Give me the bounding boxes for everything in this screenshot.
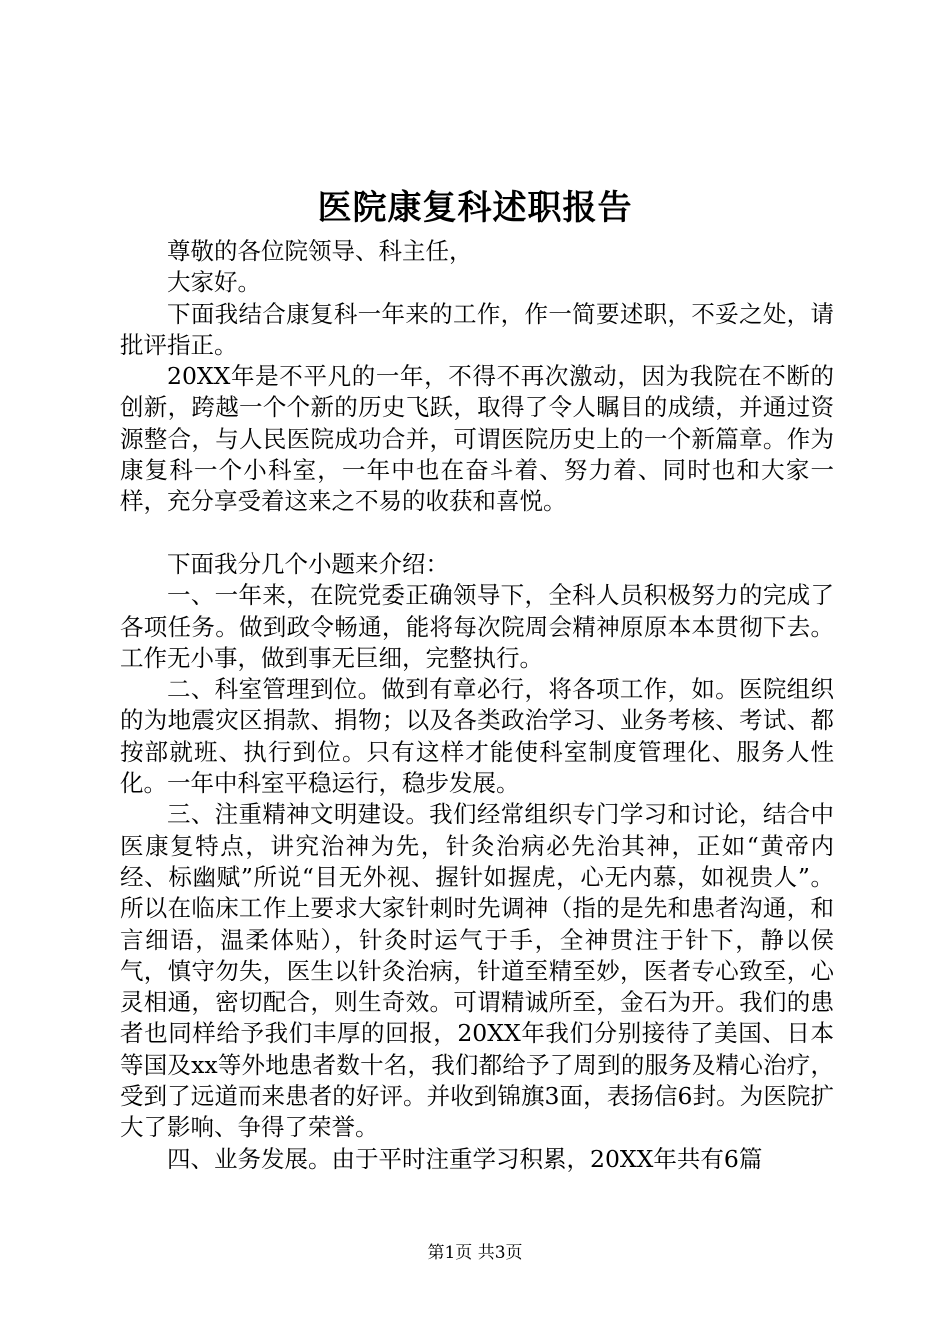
paragraph-salutation: 尊敬的各位院领导、科主任， xyxy=(167,237,473,265)
paragraph-section-3: 三、注重精神文明建设。我们经常组织专门学习和讨论，结合中医康复特点，讲究治神为先，针灸治病必先治其神，正如“黄帝内经、标幽赋”所说“目无外视、握针如握虎，心无内慕，如视贵人”。所以在临床工作上要求大家针刺时先调神（指的是先和患者沟通，和言细语，温柔体贴），针灸时运气于手，全神贯注于针下，静以侯气，慎守勿失，医生以针灸治病，针道至精至妙，医者专心致至，心灵相通，密切配合，则生奇效。可谓精诚所至，金石为开。我们的患者也同样给予我们丰厚的回报，20XX年我们分别接待了美国、日本等国及xx等外地患者数十名，我们都给予了周到的服务及精心治疗，受到了远道而来患者的好评。并收到锦旗3面，表扬信6封。为医院扩大了影响、争得了荣誉。 xyxy=(120,800,834,1142)
paragraph-section-1: 一、一年来，在院党委正确领导下，全科人员积极努力的完成了各项任务。做到政令畅通，能将每次院周会精神原原本本贯彻下去。工作无小事，做到事无巨细，完整执行。 xyxy=(120,581,834,672)
paragraph-section-4: 四、业务发展。由于平时注重学习积累，20XX年共有6篇 xyxy=(167,1144,763,1173)
paragraph-section-2: 二、科室管理到位。做到有章必行，将各项工作，如。医院组织的为地震灾区捐款、捐物；以及各类政治学习、业务考核、考试、都按部就班、执行到位。只有这样才能使科室制度管理化、服务人性化。一年中科室平稳运行，稳步发展。 xyxy=(120,675,834,798)
paragraph-year-summary: 20XX年是不平凡的一年，不得不再次激动，因为我院在不断的创新，跨越一个个新的历史飞跃，取得了令人瞩目的成绩，并通过资源整合，与人民医院成功合并，可谓医院历史上的一个新篇章。作为康复科一个小科室，一年中也在奋斗着、努力着、同时也和大家一样，充分享受着这来之不易的收获和喜悦。 xyxy=(120,362,834,516)
paragraph-topics-intro: 下面我分几个小题来介绍： xyxy=(167,549,449,578)
document-title: 医院康复科述职报告 xyxy=(317,188,633,228)
paragraph-spacer xyxy=(120,518,834,549)
page-number-footer: 第1页 共3页 xyxy=(427,1243,523,1263)
paragraph-intro: 下面我结合康复科一年来的工作，作一简要述职，不妥之处，请批评指正。 xyxy=(120,299,834,359)
paragraph-greeting: 大家好。 xyxy=(167,268,261,297)
document-body xyxy=(120,236,834,1175)
